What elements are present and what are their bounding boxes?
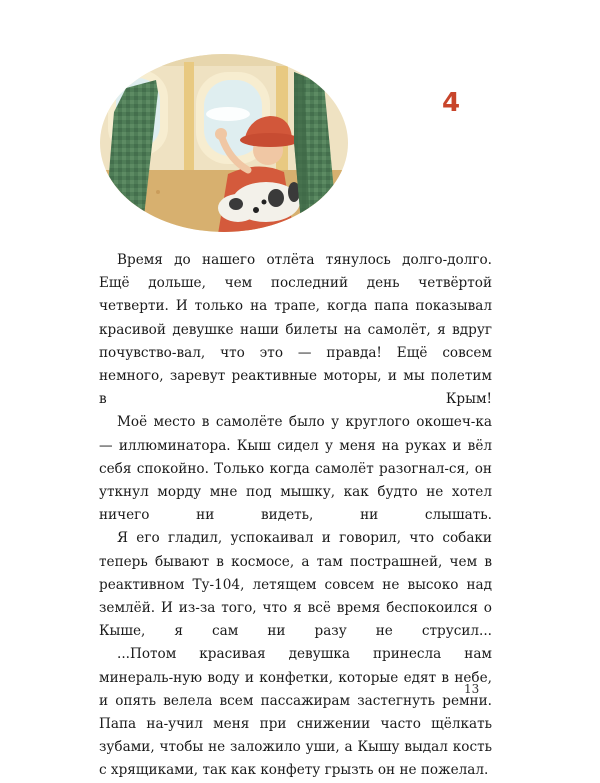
paragraph: ...Потом красивая девушка принесла нам минераль-ную воду и конфетки, которые едят в небе, и опять велела всем пассажирам застегнуть ремни. Папа на-учил меня при снижении часто щёлкать зубами, чтобы не заложило уши, а Кышу выдал кость с хрящиками, так как конфету грызть он не пожелал. <box>99 646 492 779</box>
chapter-illustration <box>98 52 350 234</box>
airplane-window-boy-dog-icon <box>98 52 350 234</box>
paragraph: Моё место в самолёте было у круглого окошеч-ка — иллюминатора. Кыш сидел у меня на руках и вёл себя спокойно. Только когда самолёт разогнал-ся, он уткнул морду мне под мышку, как будто не хотел ничего ни видеть, ни слышать. <box>99 414 492 524</box>
paragraph: Я его гладил, успокаивал и говорил, что собаки теперь бывают в космосе, а там пострашней, чем в реактивном Ту-104, летящем совсем не высоко над землёй. И из-за того, что я всё время беспокоился о Кыше, я сам ни разу не струсил... <box>99 530 492 640</box>
page-number: 13 <box>464 682 480 696</box>
paragraph: Время до нашего отлёта тянулось долго-долго. Ещё дольше, чем последний день четвёртой четверти. И только на трапе, когда папа показывал красивой девушке наши билеты на самолёт, я вдруг почувство-вал, что это — правда! Ещё совсем немного, заревут реактивные моторы, и мы полетим в Крым! <box>99 252 492 408</box>
chapter-text <box>99 249 492 783</box>
chapter-number: 4 <box>442 88 461 118</box>
